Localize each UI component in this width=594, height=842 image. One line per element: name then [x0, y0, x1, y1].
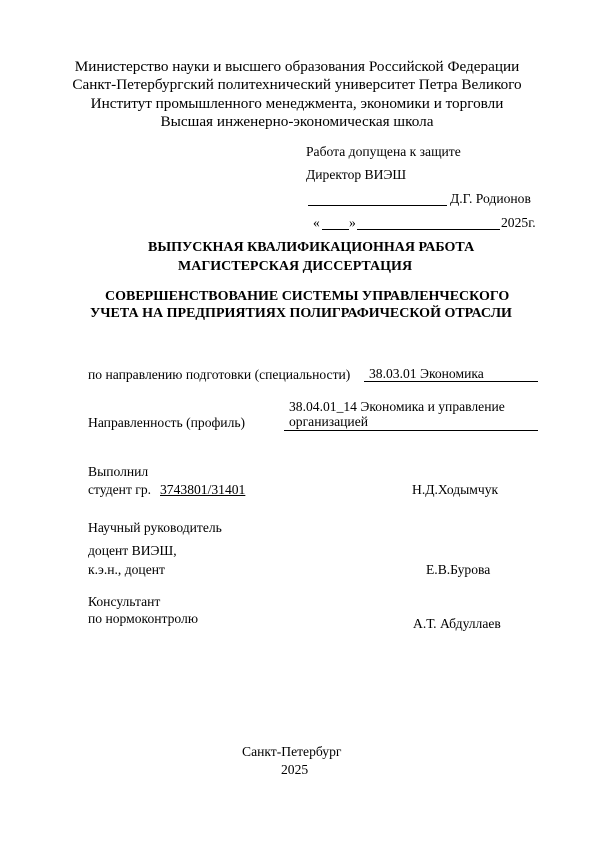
admitted-to-defense: Работа допущена к защите — [306, 144, 461, 159]
consultant-area: по нормоконтролю — [88, 611, 198, 626]
date-day-line — [322, 229, 349, 230]
topic-title-line2: УЧЕТА НА ПРЕДПРИЯТИЯХ ПОЛИГРАФИЧЕСКОЙ ОТРАСЛИ — [90, 306, 512, 321]
profile-value-line2: организацией — [289, 414, 369, 429]
student-group-number: 3743801/31401 — [160, 482, 246, 497]
date-open-quote: « — [313, 215, 320, 230]
consultant-name: А.Т. Абдуллаев — [413, 616, 501, 631]
supervisor-name: Е.В.Бурова — [426, 562, 491, 577]
director-title: Директор ВИЭШ — [306, 167, 407, 182]
date-year: 2025г. — [501, 215, 536, 230]
date-month-line — [357, 229, 500, 230]
director-name: Д.Г. Родионов — [450, 191, 531, 206]
direction-value: 38.03.01 Экономика — [369, 366, 484, 381]
supervisor-label: Научный руководитель — [88, 520, 222, 535]
supervisor-position: доцент ВИЭШ, — [88, 543, 177, 558]
student-group-label: студент гр. — [88, 482, 152, 497]
direction-label: по направлению подготовки (специальности) — [88, 367, 351, 382]
date-close-quote: » — [349, 215, 356, 230]
city: Санкт-Петербург — [242, 744, 342, 759]
consultant-label: Консультант — [88, 594, 161, 609]
university-name: Санкт-Петербургский политехнический университет Петра Великого — [72, 76, 522, 93]
profile-value-line1: 38.04.01_14 Экономика и управление — [289, 399, 505, 414]
student-name: Н.Д.Ходымчук — [412, 482, 499, 497]
performer-label: Выполнил — [88, 464, 149, 479]
profile-label: Направленность (профиль) — [88, 415, 246, 430]
topic-title-line1: СОВЕРШЕНСТВОВАНИЕ СИСТЕМЫ УПРАВЛЕНЧЕСКОГО — [105, 289, 510, 304]
institute-name: Институт промышленного менеджмента, экономики и торговли — [90, 95, 504, 112]
dissertation-type-title: МАГИСТЕРСКАЯ ДИССЕРТАЦИЯ — [178, 259, 413, 274]
profile-underline — [284, 430, 538, 431]
school-name: Высшая инженерно-экономическая школа — [160, 113, 434, 130]
work-type-title: ВЫПУСКНАЯ КВАЛИФИКАЦИОННАЯ РАБОТА — [148, 240, 475, 255]
director-signature-line — [308, 205, 447, 206]
ministry-name: Министерство науки и высшего образования Российской Федерации — [74, 58, 520, 75]
year: 2025 — [281, 762, 309, 777]
direction-underline — [364, 381, 538, 382]
supervisor-degree: к.э.н., доцент — [88, 562, 165, 577]
